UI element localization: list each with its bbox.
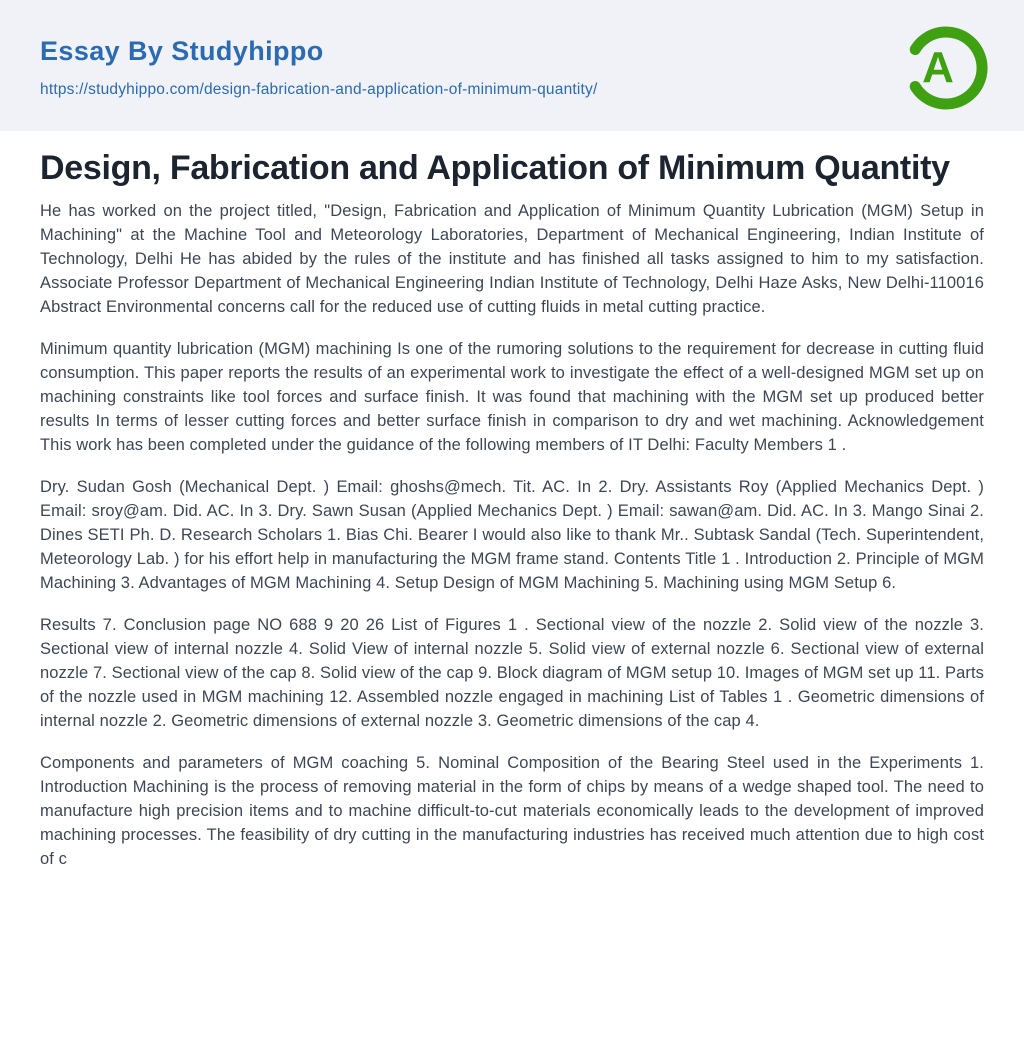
logo-letter: A — [922, 42, 954, 92]
header-text-block — [40, 32, 598, 99]
page-url-link[interactable]: https://studyhippo.com/design-fabrication-and-application-of-minimum-quantity/ — [40, 81, 598, 98]
paragraph-1: He has worked on the project titled, "Design, Fabrication and Application of Minimum Quantity Lubrication (MGM) Setup in Machining" at the Machine Tool and Meteorology Laboratories, Department of Mechanical Engineering, Indian Institute of Technology, Delhi He has abided by the rules of the institute and has finished all tasks assigned to him to my satisfaction. Associate Professor Department of Mechanical Engineering Indian Institute of Technology, Delhi Haze Asks, New Delhi-110016 Abstract Environmental concerns call for the reduced use of cutting fluids in metal cutting practice. — [40, 202, 984, 316]
paragraph-3: Dry. Sudan Gosh (Mechanical Dept. ) Email: ghoshs@mech. Tit. AC. In 2. Dry. Assistants Roy (Applied Mechanics Dept. ) Email: sroy@am. Did. AC. In 3. Dry. Sawn Susan (Applied Mechanics Dept. ) Email: sawan@am. Did. AC. In 3. Mango Sinai 2. Dines SETI Ph. D. Research Scholars 1. Bias Chi. Bearer I would also like to thank Mr.. Subtask Sandal (Tech. Superintendent, Meteorology Lab. ) for his effort help in manufacturing the MGM frame stand. Contents Title 1 . Introduction 2. Principle of MGM Machining 3. Advantages of MGM Machining 4. Setup Design of MGM Machining 5. Machining using MGM Setup 6. — [40, 478, 984, 592]
paragraph-5: Components and parameters of MGM coaching 5. Nominal Composition of the Bearing Steel used in the Experiments 1. Introduction Machining is the process of removing material in the form of chips by means of a wedge shaped tool. The need to manufacture high precision items and to machine difficult-to-cut materials economically leads to the development of improved machining processes. The feasibility of dry cutting in the manufacturing industries has received much attention due to high cost of c — [40, 754, 984, 868]
page-title: Design, Fabrication and Application of Minimum Quantity — [40, 149, 950, 187]
logo-arc-icon — [896, 10, 996, 122]
site-title: Essay By Studyhippo — [40, 36, 324, 66]
studyhippo-logo — [896, 10, 996, 122]
site-header — [0, 0, 1024, 131]
paragraph-4: Results 7. Conclusion page NO 688 9 20 26 List of Figures 1 . Sectional view of the nozzle 2. Solid view of the nozzle 3. Sectional view of internal nozzle 4. Solid View of internal nozzle 5. Solid view of external nozzle 6. Sectional view of external nozzle 7. Sectional view of the cap 8. Solid view of the cap 9. Block diagram of MGM setup 10. Images of MGM set up 11. Parts of the nozzle used in MGM machining 12. Assembled nozzle engaged in machining List of Tables 1 . Geometric dimensions of internal nozzle 2. Geometric dimensions of external nozzle 3. Geometric dimensions of the cap 4. — [40, 616, 984, 730]
article-body — [0, 131, 1024, 911]
paragraph-2: Minimum quantity lubrication (MGM) machining Is one of the rumoring solutions to the requirement for decrease in cutting fluid consumption. This paper reports the results of an experimental work to investigate the effect of a well-designed MGM set up on machining constraints like tool forces and surface finish. It was found that machining with the MGM set up produced better results In terms of lesser cutting forces and better surface finish in comparison to dry and wet machining. Acknowledgement This work has been completed under the guidance of the following members of IT Delhi: Faculty Members 1 . — [40, 340, 984, 454]
